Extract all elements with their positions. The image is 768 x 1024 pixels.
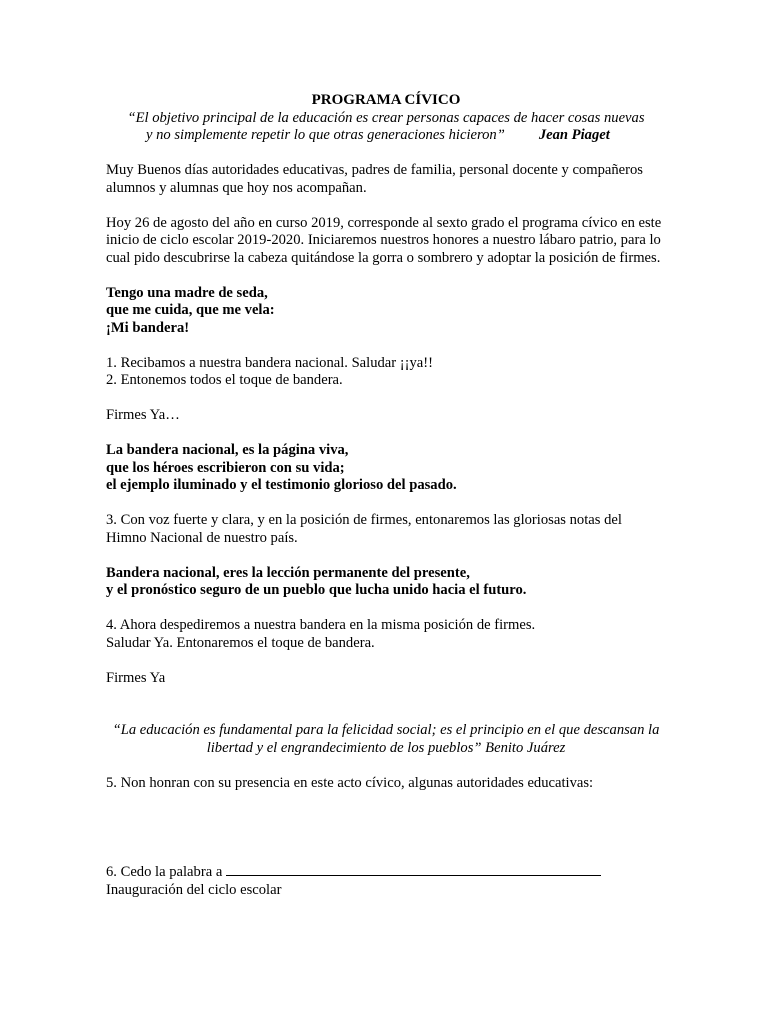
juarez-quote-line2: libertad y el engrandecimiento de los pueblos” bbox=[206, 739, 482, 756]
piaget-quote-line1: “El objetivo principal de la educación es crear personas capaces de hacer cosas nuevas bbox=[127, 109, 645, 126]
poem1-line: ¡Mi bandera! bbox=[106, 319, 190, 336]
poem3 bbox=[106, 565, 666, 600]
step-4 bbox=[106, 617, 666, 652]
blank-line bbox=[226, 862, 601, 876]
juarez-author: Benito Juárez bbox=[485, 739, 566, 756]
poem2 bbox=[106, 442, 666, 495]
piaget-author: Jean Piaget bbox=[538, 127, 610, 143]
poem1-line: Tengo una madre de seda, bbox=[106, 284, 268, 301]
poem2-line: el ejemplo iluminado y el testimonio glorioso del pasado. bbox=[106, 477, 457, 493]
document-title: PROGRAMA CÍVICO bbox=[311, 92, 461, 108]
greeting-paragraph: Muy Buenos días autoridades educativas, padres de familia, personal docente y compañeros alumnos y alumnas que hoy nos acompañan. bbox=[106, 162, 643, 196]
step-2: 2. Entonemos todos el toque de bandera. bbox=[106, 372, 343, 388]
steps-1-2 bbox=[106, 355, 666, 390]
piaget-quote-line2 bbox=[106, 127, 666, 145]
poem2-line: que los héroes escribieron con su vida; bbox=[106, 459, 345, 476]
step-3: 3. Con voz fuerte y clara, y en la posición de firmes, entonaremos las gloriosas notas del Himno Nacional de nuestro país. bbox=[106, 512, 622, 546]
step-4-line: Saludar Ya. Entonaremos el toque de bandera. bbox=[106, 634, 375, 651]
firmes-ya-1: Firmes Ya… bbox=[106, 407, 180, 423]
step-6-text: 6. Cedo la palabra a bbox=[106, 864, 223, 880]
step-4-line: 4. Ahora despediremos a nuestra bandera en la misma posición de firmes. bbox=[106, 617, 536, 633]
juarez-quote-line1: “La educación es fundamental para la felicidad social; es el principio en el que descansan la bbox=[112, 722, 660, 738]
step-6 bbox=[106, 862, 666, 882]
poem2-line: La bandera nacional, es la página viva, bbox=[106, 442, 349, 458]
intro-paragraph: Hoy 26 de agosto del año en curso 2019, corresponde al sexto grado el programa cívico en este inicio de ciclo escolar 2019-2020. Iniciaremos nuestros honores a nuestro lábaro patrio, para lo cual pido descubrirse la cabeza quitándose la gorra o sombrero y adoptar la posición de firmes. bbox=[106, 214, 662, 266]
step-1: 1. Recibamos a nuestra bandera nacional. Saludar ¡¡ya!! bbox=[106, 354, 434, 371]
poem3-line: Bandera nacional, eres la lección permanente del presente, bbox=[106, 564, 470, 581]
step-6-subtitle: Inauguración del ciclo escolar bbox=[106, 881, 282, 898]
step-5: 5. Non honran con su presencia en este acto cívico, algunas autoridades educativas: bbox=[106, 774, 594, 791]
firmes-ya-2: Firmes Ya bbox=[106, 669, 166, 686]
document-page bbox=[106, 92, 666, 899]
piaget-quote bbox=[106, 110, 666, 145]
piaget-quote-line2-text: y no simplemente repetir lo que otras generaciones hicieron” bbox=[146, 127, 505, 143]
poem3-line: y el pronóstico seguro de un pueblo que lucha unido hacia el futuro. bbox=[106, 582, 527, 598]
poem1 bbox=[106, 285, 666, 338]
poem1-line: que me cuida, que me vela: bbox=[106, 302, 275, 318]
juarez-quote bbox=[106, 722, 666, 757]
